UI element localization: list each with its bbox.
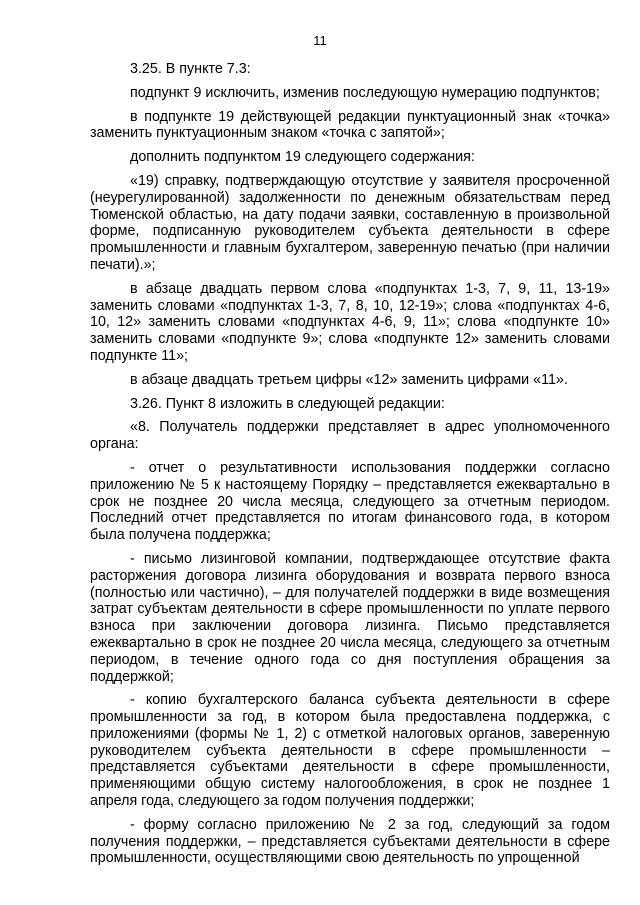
paragraph-3-26-heading: 3.26. Пункт 8 изложить в следующей редакции: bbox=[130, 395, 445, 412]
paragraph-add-subpoint-19: дополнить подпунктом 19 следующего содержания: bbox=[130, 149, 475, 166]
paragraph-23rd-abzac: в абзаце двадцать третьем цифры «12» заменить цифрами «11». bbox=[130, 371, 568, 388]
paragraph-21st-abzac: в абзаце двадцать первом слова «подпунктах 1-3, 7, 9, 11, 13-19» заменить словами «подпунктах 1-3, 7, 8, 10, 12-19»; слова «подпунктах 4-6, 10, 12» заменить словами «подпунктах 4-6, 9, 11»; слова «подпункте 10» заменить словами «подпункте 9»; слова «подпункте 12» заменить словами подпункте 11»; bbox=[90, 280, 610, 364]
list-item-balance-copy: - копию бухгалтерского баланса субъекта деятельности в сфере промышленности за год, в котором была предоставлена поддержка, с приложениями (формы № 1, 2) с отметкой налоговых органов, заверенную руководителем субъекта деятельности в сфере промышленности – представляется субъектами деятельности в сфере промышленности, применяющими общую систему налогообложения, в срок не позднее 1 апреля года, следующего за годом получения поддержки; bbox=[90, 692, 610, 810]
list-item-appendix-2-form: - форму согласно приложению № 2 за год, следующий за годом получения поддержки, – представляется субъектами деятельности в сфере промышленности, осуществляющими свою деятельность по упрощенной bbox=[90, 816, 610, 867]
paragraph-3-25-heading: 3.25. В пункте 7.3: bbox=[130, 61, 251, 77]
list-item-leasing-letter: - письмо лизинговой компании, подтверждающее отсутствие факта расторжения договора лизинга оборудования и возврата первого взноса (полностью или частично), – для получателей поддержки в виде возмещения затрат субъектам деятельности в сфере промышленности по уплате первого взноса при заключении договора лизинга. Письмо представляется ежеквартально в срок не позднее 20 числа месяца, следующего за отчетным периодом, в течение одного года со дня поступления обращения за поддержкой; bbox=[90, 550, 610, 685]
paragraph-subpoint-19-text: «19) справку, подтверждающую отсутствие у заявителя просроченной (неурегулированной) задолженности по денежным обязательствам перед Тюменской областью, на дату подачи заявки, составленную в произвольной форме, подписанную руководителем субъекта деятельности в сфере промышленности и главным бухгалтером, заверенную печатью (при наличии печати).»; bbox=[90, 172, 610, 273]
list-item-report: - отчет о результативности использования поддержки согласно приложению № 5 к настоящему Порядку – представляется ежеквартально в срок не позднее 20 числа месяца, следующего за отчетным периодом. Последний отчет представляется по итогам финансового года, в котором была получена поддержка; bbox=[90, 459, 610, 544]
page-number: 11 bbox=[313, 33, 327, 48]
document-body bbox=[90, 61, 610, 874]
paragraph-point-8-intro: «8. Получатель поддержки представляет в адрес уполномоченного органа: bbox=[90, 419, 610, 453]
paragraph-subpoint-19-punctuation: в подпункте 19 действующей редакции пунктуационный знак «точка» заменить пунктуационным знаком «точка с запятой»; bbox=[90, 108, 610, 142]
paragraph-subpoint-9-removal: подпункт 9 исключить, изменив последующую нумерацию подпунктов; bbox=[130, 84, 600, 101]
